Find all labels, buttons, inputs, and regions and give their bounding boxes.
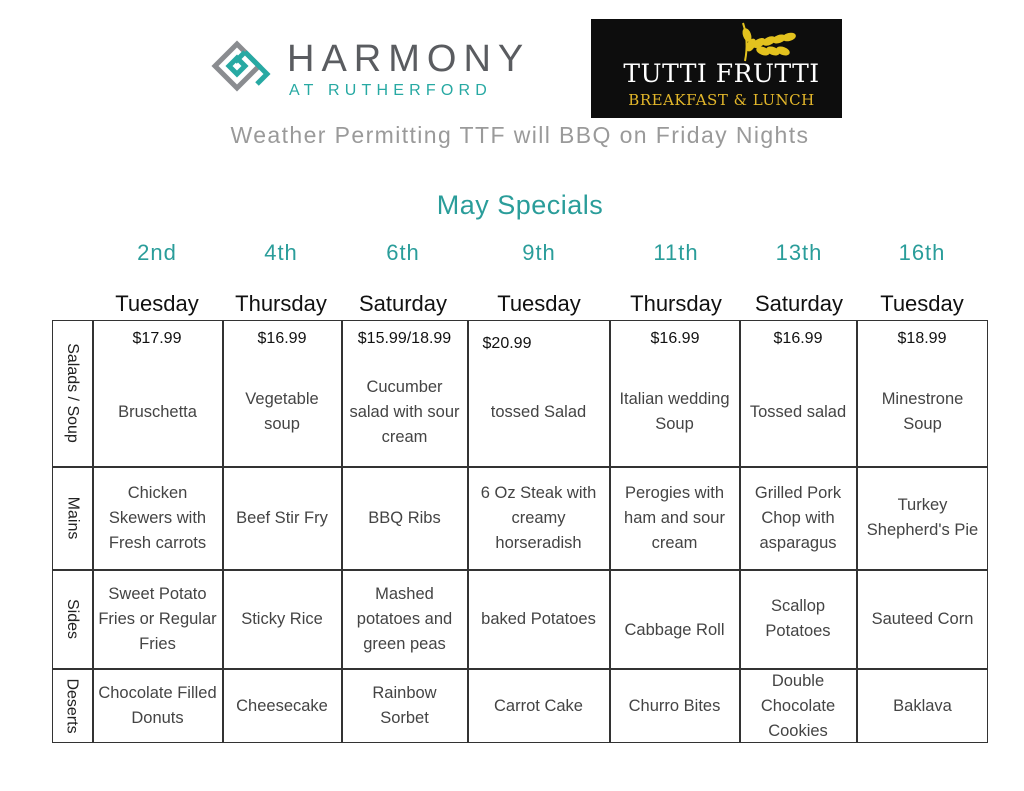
side-cell: Scallop Potatoes: [765, 597, 831, 640]
date-col-2: 4th: [264, 240, 298, 265]
day-col-6: Saturday: [754, 291, 844, 316]
day-col-7: Tuesday: [880, 291, 964, 316]
side-cell: Mashed potatoes and green peas: [356, 584, 453, 653]
row-label-salads: Salads / Soup: [64, 343, 81, 443]
salad-cell: Vegetable soup: [245, 390, 319, 433]
price-col-5: $16.99: [650, 330, 700, 347]
day-col-3: Saturday: [358, 291, 448, 316]
main-cell: 6 Oz Steak with creamy horseradish: [480, 483, 597, 552]
harmony-logo: [207, 36, 547, 106]
page-title: May Specials: [436, 190, 604, 220]
price-col-3: $15.99/18.99: [357, 330, 452, 347]
salad-cell: Italian wedding Soup: [619, 390, 730, 433]
price-col-4: $20.99: [482, 335, 532, 352]
date-col-1: 2nd: [137, 240, 177, 265]
row-label-mains: Mains: [64, 496, 81, 539]
salad-cell: Bruschetta: [118, 402, 197, 421]
main-cell: Beef Stir Fry: [236, 508, 328, 527]
day-col-2: Thursday: [235, 291, 327, 316]
price-col-6: $16.99: [773, 330, 823, 347]
salad-cell: Tossed salad: [749, 402, 847, 421]
date-col-6: 13th: [775, 240, 823, 265]
salad-cell: tossed Salad: [490, 402, 587, 421]
harmony-subtitle: AT RUTHERFORD: [289, 82, 493, 99]
day-col-4: Tuesday: [497, 291, 581, 316]
dessert-cell: Rainbow Sorbet: [372, 684, 437, 727]
side-cell: Sauteed Corn: [871, 609, 974, 628]
wheat-icon: [739, 21, 799, 63]
date-col-5: 11th: [653, 240, 699, 265]
dessert-cell: Double Chocolate Cookies: [760, 671, 836, 740]
side-cell: Sweet Potato Fries or Regular Fries: [98, 584, 217, 653]
main-cell: Grilled Pork Chop with asparagus: [754, 483, 842, 552]
dessert-cell: Cheesecake: [236, 696, 328, 715]
side-cell: baked Potatoes: [481, 609, 596, 628]
side-cell: Cabbage Roll: [624, 620, 725, 639]
day-col-5: Thursday: [630, 291, 722, 316]
price-col-2: $16.99: [257, 330, 307, 347]
dessert-cell: Churro Bites: [628, 696, 721, 715]
main-cell: BBQ Ribs: [368, 508, 441, 527]
main-cell: Perogies with ham and sour cream: [624, 483, 725, 552]
main-cell: Chicken Skewers with Fresh carrots: [108, 483, 207, 552]
date-col-3: 6th: [386, 240, 420, 265]
dessert-cell: Baklava: [893, 696, 952, 715]
date-col-4: 9th: [522, 240, 556, 265]
salad-cell: Minestrone Soup: [881, 390, 964, 433]
harmony-mark-icon: [207, 36, 277, 96]
tutti-frutti-subtitle: BREAKFAST & LUNCH: [628, 91, 815, 109]
tutti-frutti-logo: [591, 19, 842, 118]
date-col-7: 16th: [898, 240, 946, 265]
row-label-desserts: Deserts: [64, 677, 81, 734]
tutti-frutti-name: TUTTI FRUTTI: [623, 59, 820, 88]
main-cell: Turkey Shepherd's Pie: [866, 496, 979, 539]
side-cell: Sticky Rice: [241, 609, 323, 628]
harmony-name: HARMONY: [287, 38, 531, 80]
day-col-1: Tuesday: [115, 291, 199, 316]
price-col-1: $17.99: [132, 330, 182, 347]
dessert-cell: Carrot Cake: [494, 696, 583, 715]
row-label-sides: Sides: [64, 598, 81, 639]
dessert-cell: Chocolate Filled Donuts: [98, 684, 217, 727]
bbq-note: Weather Permitting TTF will BBQ on Friday Nights: [230, 122, 810, 148]
price-col-7: $18.99: [897, 330, 947, 347]
salad-cell: Cucumber salad with sour cream: [349, 377, 460, 446]
